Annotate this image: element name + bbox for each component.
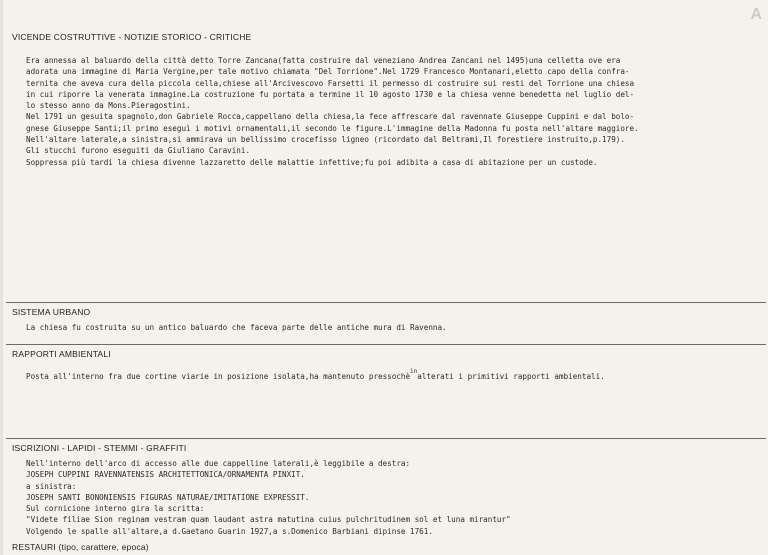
text-line: Volgendo le spalle all'altare,a d.Gaetano Guarin 1927,a s.Domenico Barbiani dipinse 1761.: [26, 526, 433, 536]
text-line: Nel 1791 un gesuita spagnolo,don Gabriele Rocca,cappellano della chiesa,la fece affrescare dal ravennate Giuseppe Cuppini e dal bolo-: [26, 112, 635, 122]
text-line: gnese Giuseppe Santi;il primo eseguì i motivi ornamentali,il secondo le figure.L'immagine della Madonna fu posta nell'altare maggiore.: [26, 123, 639, 133]
text-line: in cui riporre la venerata immagine.La costruzione fu portata a termine il 10 agosto 1730 e la chiesa venne benedetta nel luglio del-: [26, 89, 635, 99]
text-line: Soppressa più tardi la chiesa divenne lazzaretto delle malattie infettive;fu poi adibita a casa di abitazione per un custode.: [26, 157, 598, 167]
text-line: adorata una immagine di Maria Vergine,per tale motivo chiamata "Del Torrione".Nel 1729 Francesco Montanari,eletto capo della confra-: [26, 67, 630, 77]
text-line: lo stesso anno da Mons.Pieragostini.: [26, 101, 191, 111]
text-line: Era annessa al baluardo della città detto Torre Zancana(fatta costruire dal veneziano Andrea Zancani nel 1495)una celletta ove era: [26, 56, 621, 65]
vicende-text: [26, 55, 639, 168]
text-line: Nell'altare laterale,a sinistra,si ammirava un bellissimo crocefisso ligneo (ricordato dal Beltrami,Il forestiere instruito,p.179).: [26, 135, 625, 145]
rapporti-text: [26, 366, 605, 382]
divider-sistema: [6, 302, 766, 303]
heading-restauri: RESTAURI (tipo, carattere, epoca): [12, 542, 149, 552]
sistema-text: [26, 322, 447, 333]
corner-letter: A: [750, 6, 762, 23]
text-line: Nell'interno dell'arco di accesso alle due cappelline laterali,è leggibile a destra:: [26, 459, 411, 468]
rapporti-line-pre: Posta all'interno fra due cortine viarie in posizione isolata,ha mantenuto pressochè: [26, 372, 411, 381]
left-margin: [0, 0, 3, 555]
text-line: ternita che aveva cura della piccola cella,chiese all'Arcivescovo Farsetti il permesso di costruire sui resti del Torrione una chiesa: [26, 78, 635, 88]
text-line: Sul cornicione interno gira la scritta:: [26, 504, 205, 514]
text-line: La chiesa fu costruita su un antico baluardo che faceva parte delle antiche mura di Ravenna.: [26, 323, 447, 332]
text-line: JOSEPH CUPPINI RAVENNATENSIS ARCHITETTONICA/ORNAMENTA PINXIT.: [26, 470, 305, 480]
rapporti-line-post: alterati i primitivi rapporti ambientali.: [417, 372, 605, 381]
heading-vicende: VICENDE COSTRUTTIVE - NOTIZIE STORICO - CRITICHE: [12, 32, 252, 42]
heading-rapporti: RAPPORTI AMBIENTALI: [12, 349, 111, 359]
text-line: "Videte filiae Sion reginam vestram quam laudant astra matutina cuius pulchritudinem sol et luna mirantur": [26, 515, 511, 525]
heading-sistema: SISTEMA URBANO: [12, 307, 91, 317]
text-line: JOSEPH SANTI BONONIENSIS FIGURAS NATURAE/IMITATIONE EXPRESSIT.: [26, 492, 310, 502]
text-line: a sinistra:: [26, 481, 77, 491]
iscrizioni-text: [26, 458, 511, 537]
heading-iscrizioni: ISCRIZIONI - LAPIDI - STEMMI - GRAFFITI: [12, 443, 187, 453]
divider-rapporti: [6, 344, 766, 345]
rapporti-superscript: in: [410, 368, 418, 375]
divider-iscrizioni: [6, 438, 766, 439]
text-line: Gli stucchi furono eseguiti da Giuliano Caravini.: [26, 146, 251, 156]
